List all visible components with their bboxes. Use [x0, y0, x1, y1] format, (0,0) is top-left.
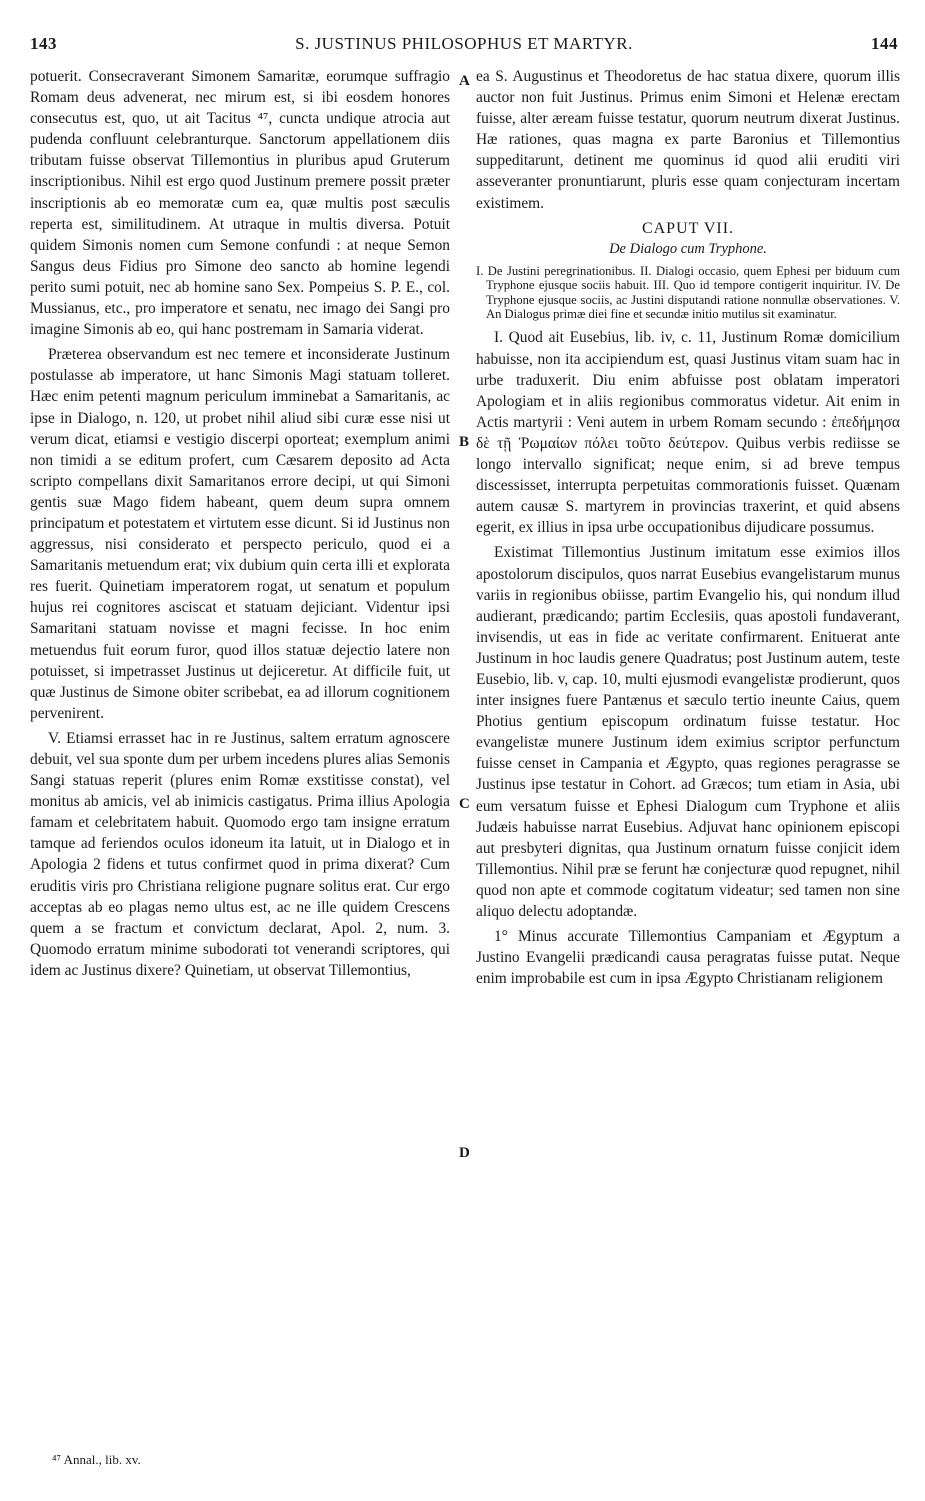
running-header [30, 34, 898, 60]
right-column [476, 66, 900, 989]
left-paragraph-2: Præterea observandum est nec temere et inconsiderate Justinum postulasse ab imperatore, ut hanc Simonis Magi statuam tolleret. Hæc enim petenti magnum periculum imminebat a Samaritanis, ac ipse in Dialogo, n. 120, ut probet nihil aliud sibi curæ esse nisi ut verum dicat, etiamsi e vestigio discerpi oporteat; exemplum animi non timidi a se editum profert, cum Cæsarem deposito ad Acta scripto compellans dixit Samaritanos errore decipi, ut qui Simoni gentis suæ Mago fidem habeant, quem deum supra omnem principatum et potestatem et virtutem esse dicunt. Si id Justinus non aggressus, nisi considerato et perspecto periculo, quod ei a Samaritanis metuendum erat; vix dubium quin certa illi et explorata res fuerit. Quinetiam imperatorem rogat, ut senatum et populum hujus rei cognitores asciscat et statuam dejiciant. Videntur ipsi Samaritani statuam novisse et magni fecisse. In hoc enim metuendus fuit eorum furor, quod illos statuæ dejectio latere non potuisset, si impetrasset Justinus ut dejiceretur. At difficile fuit, ut quæ Justinus de Simone obiter scribebat, ea ad illorum cognitionem pervenirent. [30, 346, 450, 722]
margin-marker-b: B [459, 434, 470, 450]
right-paragraph-2: I. Quod ait Eusebius, lib. iv, c. 11, Justinum Romæ domicilium habuisse, non ita accipiendum est, quasi Justinus vitam suam hac in urbe traduxerit. Diu enim abfuisse post oblatam imperatori Apologiam et in aliis regionibus commoratus videtur. Ait enim in Actis martyrii : Veni autem in urbem Romam secundo : ἐπεδήμησα δὲ τῇ Ῥωμαίων πόλει τοῦτο δεύτερον. Quibus verbis rediisse se longo intervallo significat; neque enim, si ad breve tempus discessisset, interrupta perpetuitas commorationis fuisset. Quænam autem causæ S. martyrem in provincias traxerint, et quid absens egerit, ex illius in ipsa urbe occupationibus dijudicare possumus. [476, 329, 900, 537]
right-paragraph-3: Existimat Tillemontius Justinum imitatum esse eximios illos apostolorum discipulos, quos narrat Eusebius evangelistarum munus variis in regionibus obiisse, partim Evangelio his, qui nondum illud audierant, prædicando; partim Ecclesiis, quas apostoli fundaverant, invisendis, ut eas in fide ac veritate confirmarent. Enituerat ante Justinum in hoc laudis genere Quadratus; post Justinum autem, teste Eusebio, lib. v, cap. 10, multi ejusmodi evangelistæ prodierunt, quos inter insignes fuere Pantænus et sæculo tertio ineunte Caius, quem Photius gentium episcopum ordinatum fuisse testatur. Hoc evangelistæ munere Justinum idem eximius scriptor perfunctum fuisse censet in Campania et Ægypto, quas regiones peragrasse se Justinus ipse testatur in Cohort. ad Græcos; tum etiam in Asia, ubi eum versatum fuisse et Ephesi Dialogum cum Tryphone et aliis Judæis habuisse narrat Eusebius. Adjuvat hanc opinionem episcopi aut presbyteri dignitas, qua Justinum ornatum fuisse conjicit idem Tillemontius. Nihil præ se ferunt hæ conjecturæ quod repugnet, nihil quod non apte et commode cogitatum videatur; sed tamen non sine aliquo delectu adoptandæ. [476, 544, 900, 920]
page-number-right: 144 [871, 34, 898, 53]
page-number-left: 143 [30, 34, 57, 53]
margin-marker-d: D [459, 1145, 470, 1161]
margin-marker-c: C [459, 796, 470, 812]
left-paragraph-1: potuerit. Consecraverant Simonem Samaritæ, eorumque suffragio Romam deus advenerat, nec mirum est, si ibi eosdem honores consecutus est, quo, ut ait Tacitus ⁴⁷, cuncta undique atrocia aut pudenda confluunt celebranturque. Sanctorum appellationem diis tributam fuisse observat Tillemontius in pluribus apud Gruterum inscriptionibus. Nihil est ergo quod Justinum premere possit præter inscriptionis ab eo memoratæ cum ea, quæ multis post sæculis reperta est, similitudinem. At utraque in multis diversa. Potuit quidem Simonis nomen cum Semone confundi : at neque Semon Sangus deus Fidius pro Simone deo sancto ab homine legendi perito sumi potuit, nec ab homine sano Sex. Pompeius S. P. E., col. Mussianus, etc., pro imperatore et senatu, nec imago dei Sangi pro imagine Simonis ab eo, qui hanc postremam in Samaria viderat. [30, 68, 450, 339]
right-paragraph-4: 1° Minus accurate Tillemontius Campaniam et Ægyptum a Justino Evangelii prædicandi causa peragratas fuisse putat. Neque enim improbabile est cum in ipsa Ægypto Christianam religionem [476, 928, 900, 988]
left-paragraph-3: V. Etiamsi errasset hac in re Justinus, saltem erratum agnoscere debuit, vel sua sponte dum per urbem incedens plures alias Semonis Sangi statuas reperit (plures enim Romæ exstitisse constat), vel monitus ab amicis, vel ab inimicis castigatus. Prima illius Apologia famam et celebritatem habuit. Quomodo ergo tam insigne erratum tamque ad feriendos oculos idoneum ita latuit, ut in Dialogo et in Apologia 2 fidens et tutus confirmet quod in prima dixerat? Cum eruditis viris pro Christiana religione pugnare solitus erat. Cur ergo acceptas ab eo plagas nemo ultus est, ac ne ille quidem Crescens quem a se fractum et convictum declarat, Apol. 2, num. 3. Quomodo erratum minime subodorati tot venerandi scriptores, qui idem ac Justinus dixere? Quinetiam, ut observat Tillemontius, [30, 729, 450, 979]
right-paragraph-1: ea S. Augustinus et Theodoretus de hac statua dixere, quorum illis auctor non fuit Justinus. Primus enim Simoni et Helenæ erectam fuisse, alter æream fuisse testatur, quorum neutrum dixerat Justinus. Hæ rationes, quas magna ex parte Baronius et Tillemontius suppeditarunt, detinent me quominus id quod alii eruditi viri asseveranter pronuntiarunt, pluris esse quam conjecturam incertam existimem. [476, 68, 900, 212]
margin-marker-a: A [459, 73, 470, 89]
left-column [30, 66, 450, 981]
chapter-title: CAPUT VII. [641, 219, 735, 237]
chapter-summary: I. De Justini peregrinationibus. II. Dialogi occasio, quem Ephesi per biduum cum Tryphone ejusque sociis habuit. III. Quo id tempore contigerit inquiritur. IV. De Tryphone ejusque sociis, ac Justini disputandi ratione nonnullæ observationes. V. An Dialogus primæ diei fine et secundæ initio mutilus sit examinatur. [476, 263, 900, 322]
chapter-subtitle: De Dialogo cum Tryphone. [609, 240, 767, 257]
footnote: ⁴⁷ Annal., lib. xv. [52, 1452, 141, 1467]
running-title: S. JUSTINUS PHILOSOPHUS ET MARTYR. [295, 34, 633, 53]
